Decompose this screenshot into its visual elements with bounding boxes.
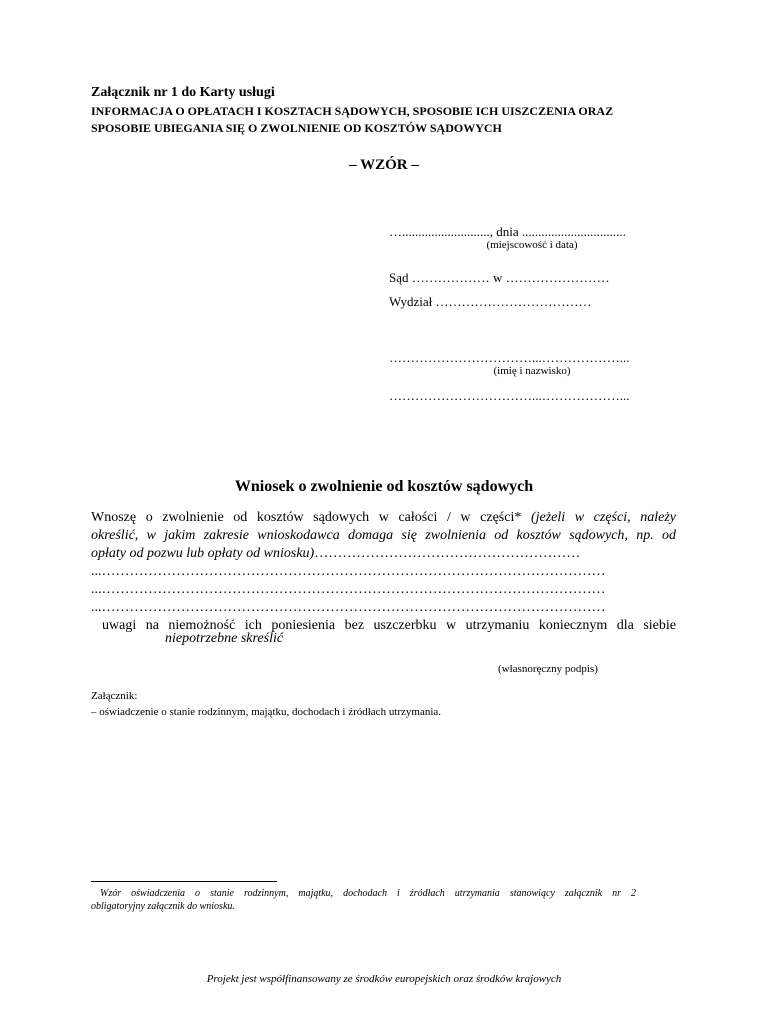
place-date-caption: (miejscowość i data) (486, 239, 578, 251)
motion-dots: ………………………………………………… (314, 546, 581, 561)
motion-italic-note: (jeżeli w części, należy (530, 510, 676, 525)
footnote-line-1: Wzór oświadczenia o stanie rodzinnym, majątku, dochodach i źródłach utrzymania stanowiący załącznik nr 2 (100, 888, 636, 899)
address-field: ……………………………...………………... (389, 388, 630, 403)
motion-body (91, 509, 676, 635)
attachments-label: Załącznik: (91, 690, 138, 702)
court-field: Sąd ……………… w …………………… (389, 270, 610, 285)
template-label: – WZÓR – (349, 157, 419, 173)
unneeded-note: niepotrzebne skreślić (165, 631, 284, 646)
footnote-line-2: obligatoryjny załącznik do wniosku. (91, 901, 235, 912)
motion-italic-note-end: opłaty od pozwu lub opłaty od wniosku) (91, 546, 315, 561)
dotted-line-3: ...……………………………………………………………………………………………… (91, 600, 606, 615)
place-date-field: …..........................., dnia ................................ (389, 224, 626, 239)
name-field: ……………………………...………………... (389, 350, 630, 365)
footnote-divider (91, 881, 277, 882)
attachment-item: – oświadczenie o stanie rodzinnym, majątku, dochodach i źródłach utrzymania. (91, 706, 442, 718)
name-caption: (imię i nazwisko) (493, 365, 571, 377)
annex-title: Załącznik nr 1 do Karty usługi (91, 85, 275, 100)
document-heading-line-1: INFORMACJA O OPŁATACH I KOSZTACH SĄDOWYCH, SPOSOBIE ICH UISZCZENIA ORAZ (91, 104, 614, 118)
funding-footer: Projekt jest współfinansowany ze środków europejskich oraz środków krajowych (206, 973, 562, 985)
motion-line-2: określić, w jakim zakresie wnioskodawca domaga się zwolnienia od kosztów sądowych, np. od (91, 528, 676, 543)
signature-caption: (własnoręczny podpis) (498, 663, 598, 675)
motion-text: Wnoszę o zwolnienie od kosztów sądowych w całości / w części* (91, 510, 531, 525)
division-field: Wydział ……………………………… (389, 294, 592, 309)
motion-title: Wniosek o zwolnienie od kosztów sądowych (234, 478, 534, 495)
motion-line-3 (91, 545, 676, 563)
reason-line: uwagi na niemożność ich poniesienia bez uszczerbku w utrzymaniu koniecznym dla siebie (102, 618, 676, 633)
motion-line-1 (91, 509, 676, 527)
dotted-line-2: ...……………………………………………………………………………………………… (91, 582, 606, 597)
footnote (91, 887, 636, 913)
dotted-line-1: ...……………………………………………………………………………………………… (91, 564, 606, 579)
document-heading-line-2: SPOSOBIE UBIEGANIA SIĘ O ZWOLNIENIE OD KOSZTÓW SĄDOWYCH (91, 121, 502, 135)
